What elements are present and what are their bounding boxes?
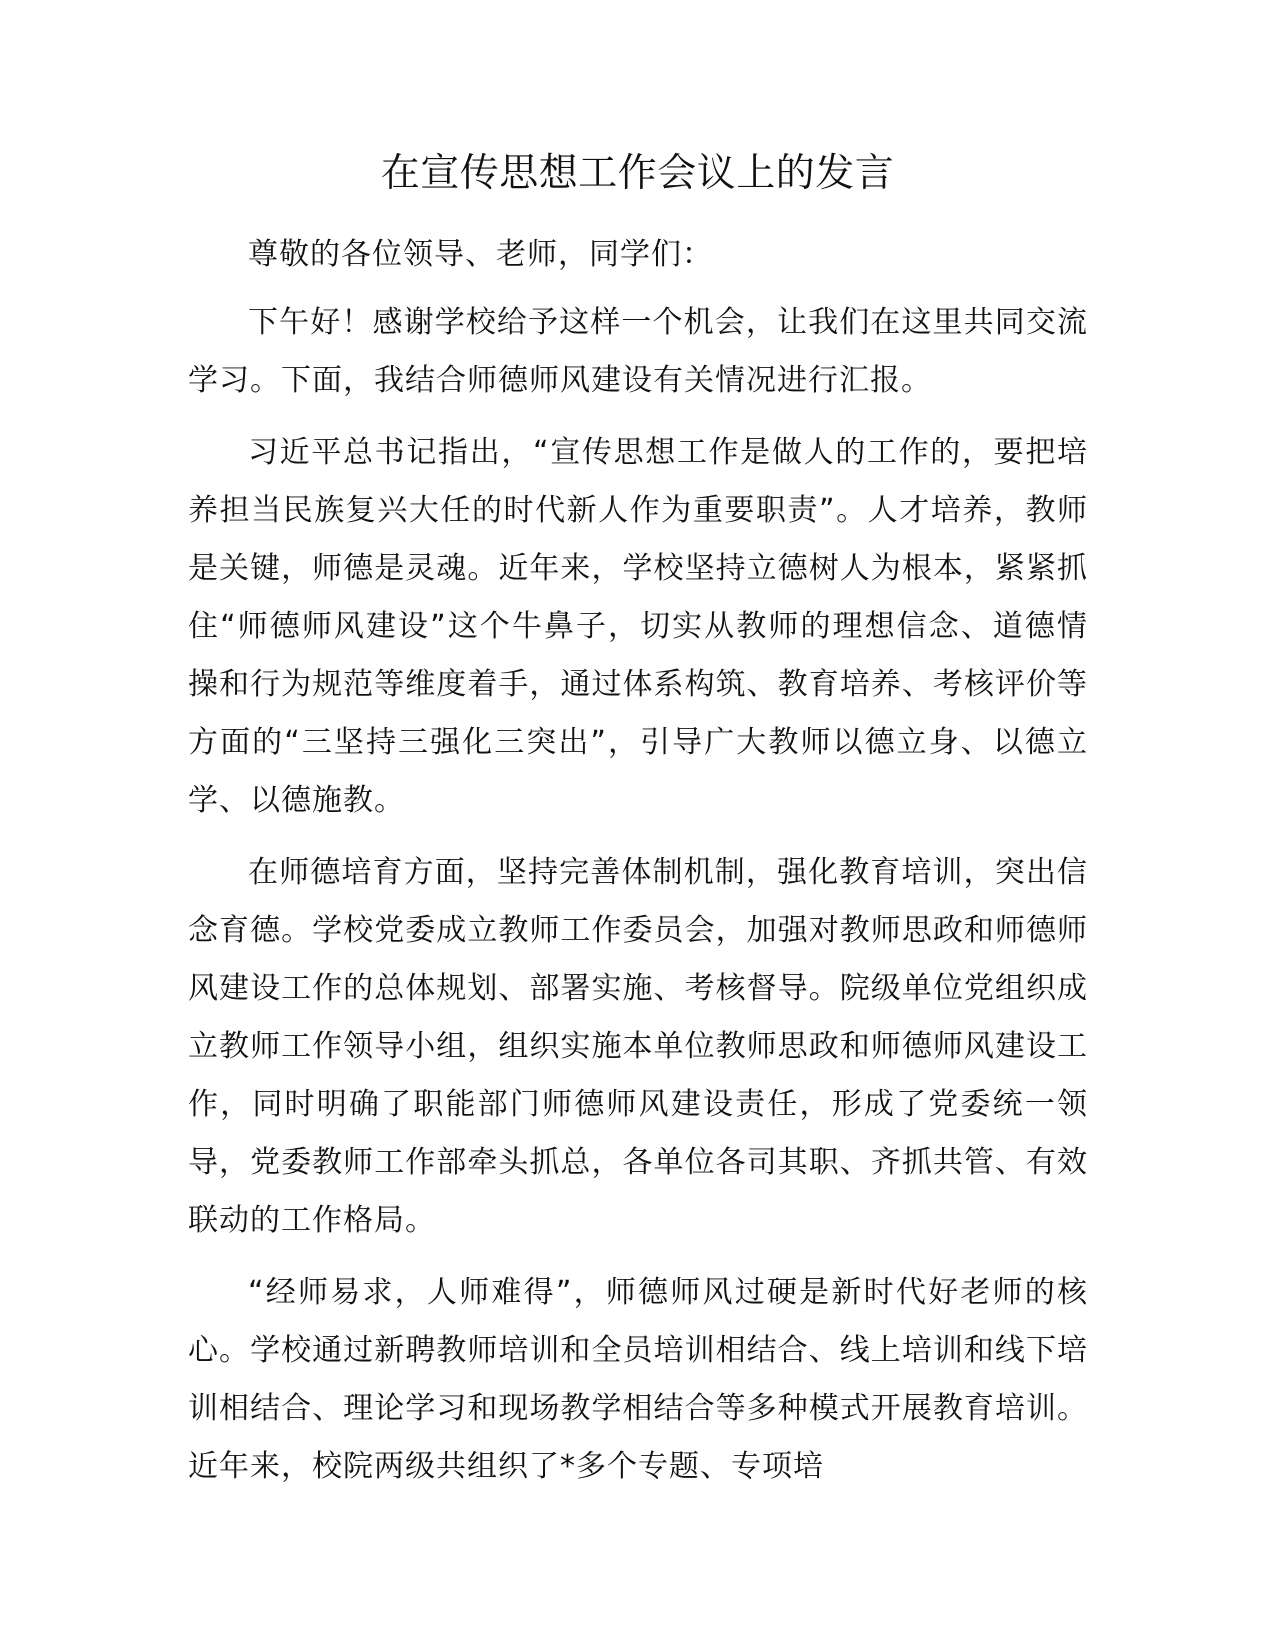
paragraph-greeting: 尊敬的各位领导、老师，同学们：: [248, 237, 713, 272]
document-body: [188, 226, 1088, 1510]
paragraph-quote: 习近平总书记指出，“宣传思想工作是做人的工作的，要把培养担当民族复兴大任的时代新人作为重要职责”。人才培养，教师是关键，师德是灵魂。近年来，学校坚持立德树人为根本，紧紧抓住“师德师风建设”这个牛鼻子，切实从教师的理想信念、道德情操和行为规范等维度着手，通过体系构筑、教育培养、考核评价等方面的“三坚持三强化三突出”，引导广大教师以德立身、以德立学、以德施教。: [188, 435, 1088, 818]
document-title: 在宣传思想工作会议上的发言: [380, 151, 895, 196]
paragraph-training: “经师易求，人师难得”，师德师风过硬是新时代好老师的核心。学校通过新聘教师培训和全员培训相结合、线上培训和线下培训相结合、理论学习和现场教学相结合等多种模式开展教育培训。近年来，校院两级共组织了*多个专题、专项培: [188, 1275, 1088, 1484]
paragraph-cultivation: 在师德培育方面，坚持完善体制机制，强化教育培训，突出信念育德。学校党委成立教师工作委员会，加强对教师思政和师德师风建设工作的总体规划、部署实施、考核督导。院级单位党组织成立教师工作领导小组，组织实施本单位教师思政和师德师风建设工作，同时明确了职能部门师德师风建设责任，形成了党委统一领导，党委教师工作部牵头抓总，各单位各司其职、齐抓共管、有效联动的工作格局。: [188, 855, 1088, 1238]
paragraph-opening: 下午好！感谢学校给予这样一个机会，让我们在这里共同交流学习。下面，我结合师德师风建设有关情况进行汇报。: [188, 305, 1088, 398]
